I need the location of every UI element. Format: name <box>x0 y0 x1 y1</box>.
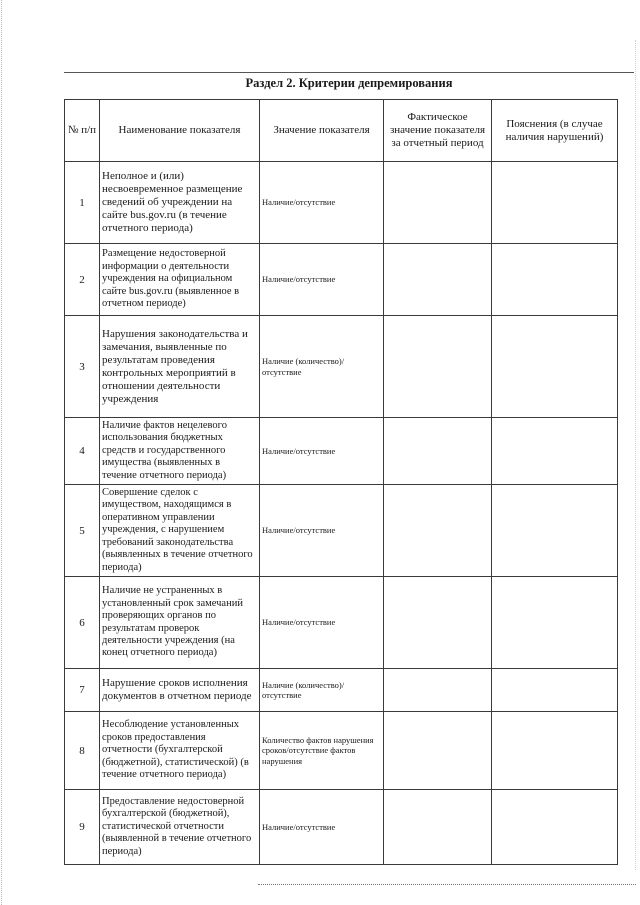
table-row <box>65 316 618 418</box>
row-number: 4 <box>65 418 100 485</box>
notes-cell[interactable] <box>492 485 618 577</box>
indicator-value: Наличие/отсутствие <box>260 244 384 316</box>
row-number: 6 <box>65 577 100 669</box>
notes-cell[interactable] <box>492 162 618 244</box>
indicator-value: Наличие/отсутствие <box>260 418 384 485</box>
indicator-name: Наличие не устраненных в установленный срок замечаний проверяющих органов по результатам проверок деятельности учреждения (на конец отчетного периода) <box>100 577 260 669</box>
row-number: 2 <box>65 244 100 316</box>
notes-cell[interactable] <box>492 712 618 790</box>
row-number: 9 <box>65 790 100 865</box>
actual-value-cell[interactable] <box>384 316 492 418</box>
table-row <box>65 577 618 669</box>
indicator-value: Количество фактов нарушения сроков/отсутствие фактов нарушения <box>260 712 384 790</box>
notes-cell[interactable] <box>492 316 618 418</box>
table-row <box>65 244 618 316</box>
actual-value-cell[interactable] <box>384 577 492 669</box>
actual-value-cell[interactable] <box>384 790 492 865</box>
criteria-table <box>64 99 618 865</box>
row-number: 7 <box>65 669 100 712</box>
row-number: 3 <box>65 316 100 418</box>
indicator-name: Неполное и (или) несвоевременное размещение сведений об учреждении на сайте bus.gov.ru (в течение отчетного периода) <box>100 162 260 244</box>
header-notes: Пояснения (в случае наличия нарушений) <box>492 100 618 162</box>
header-value: Значение показателя <box>260 100 384 162</box>
indicator-name: Совершение сделок с имуществом, находящимся в оперативном управлении учреждения, с нарушением требований законодательства (выявленных в течение отчетного периода) <box>100 485 260 577</box>
row-number: 8 <box>65 712 100 790</box>
notes-cell[interactable] <box>492 577 618 669</box>
actual-value-cell[interactable] <box>384 418 492 485</box>
section-title: Раздел 2. Критерии депремирования <box>245 76 453 90</box>
header-name: Наименование показателя <box>100 100 260 162</box>
top-rule <box>64 72 634 73</box>
table-row <box>65 669 618 712</box>
row-number: 5 <box>65 485 100 577</box>
row-number: 1 <box>65 162 100 244</box>
notes-cell[interactable] <box>492 244 618 316</box>
table-row <box>65 712 618 790</box>
actual-value-cell[interactable] <box>384 669 492 712</box>
indicator-value: Наличие/отсутствие <box>260 577 384 669</box>
indicator-name: Нарушение сроков исполнения документов в отчетном периоде <box>100 669 260 712</box>
actual-value-cell[interactable] <box>384 485 492 577</box>
indicator-name: Размещение недостоверной информации о деятельности учреждения на официальном сайте bus.gov.ru (выявленное в отчетном периоде) <box>100 244 260 316</box>
indicator-value: Наличие/отсутствие <box>260 162 384 244</box>
actual-value-cell[interactable] <box>384 244 492 316</box>
actual-value-cell[interactable] <box>384 162 492 244</box>
table-row <box>65 418 618 485</box>
indicator-name: Наличие фактов нецелевого использования бюджетных средств и государственного имущества (выявленных в течение отчетного периода) <box>100 418 260 485</box>
bottom-rule <box>258 884 636 885</box>
indicator-value: Наличие (количество)/ отсутствие <box>260 316 384 418</box>
table-row <box>65 162 618 244</box>
indicator-value: Наличие (количество)/ отсутствие <box>260 669 384 712</box>
header-row <box>65 100 618 162</box>
header-num: № п/п <box>65 100 100 162</box>
indicator-name: Несоблюдение установленных сроков предоставления отчетности (бухгалтерской (бюджетной), статистической) (в течение отчетного периода) <box>100 712 260 790</box>
scan-left-edge <box>1 0 4 905</box>
indicator-value: Наличие/отсутствие <box>260 485 384 577</box>
notes-cell[interactable] <box>492 790 618 865</box>
indicator-value: Наличие/отсутствие <box>260 790 384 865</box>
actual-value-cell[interactable] <box>384 712 492 790</box>
table-row <box>65 485 618 577</box>
scan-right-edge <box>635 40 638 870</box>
indicator-name: Нарушения законодательства и замечания, выявленные по результатам проведения контрольных мероприятий в отношении деятельности учреждения <box>100 316 260 418</box>
notes-cell[interactable] <box>492 418 618 485</box>
notes-cell[interactable] <box>492 669 618 712</box>
table-row <box>65 790 618 865</box>
header-actual: Фактическое значение показателя за отчетный период <box>384 100 492 162</box>
indicator-name: Предоставление недостоверной бухгалтерской (бюджетной), статистической отчетности (выявленной в течение отчетного периода) <box>100 790 260 865</box>
